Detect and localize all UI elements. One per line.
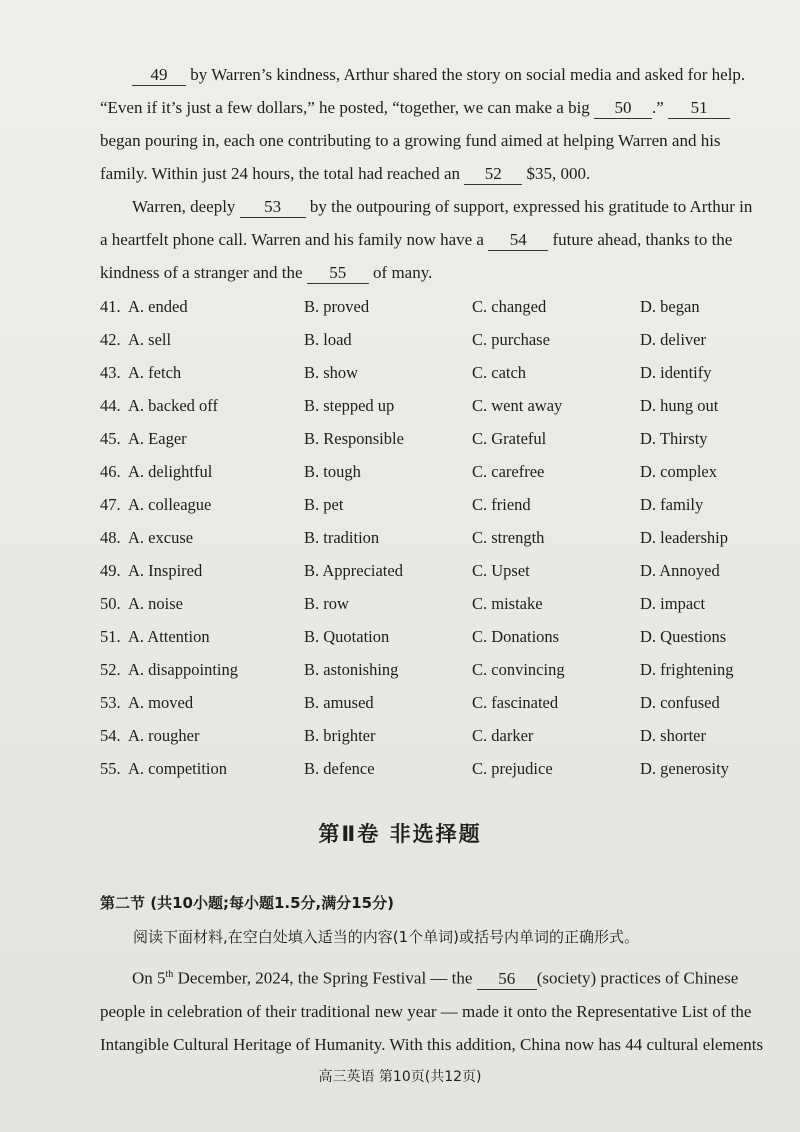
option-c: C. darker (472, 726, 534, 745)
option-d: D. leadership (640, 528, 728, 547)
option-d: D. Thirsty (640, 429, 708, 448)
option-a: A. Inspired (128, 561, 203, 580)
option-d: D. Annoyed (640, 561, 720, 580)
option-d: D. confused (640, 693, 720, 712)
option-b: B. tough (304, 462, 361, 481)
option-b: B. Responsible (304, 429, 404, 448)
option-c: C. convincing (472, 660, 565, 679)
instruction-text: 阅读下面材料,在空白处填入适当的内容(1个单词)或括号内单词的正确形式。 (133, 928, 640, 946)
blank-56: 56 (477, 969, 537, 990)
option-d: D. Questions (640, 627, 727, 646)
passage-paragraph-1: 49 by Warren’s kindness, Arthur shared the story on social media and asked for help. “Even if it’s just a few dollars,” he posted, “together, we can make a big 50 .” 51 began pouring in, each one contributing to a growing fund aimed at helping Warren and his family. Within just 24 hours, the total had reached an 52 $35, 000. (100, 65, 746, 183)
option-b: B. amused (304, 693, 374, 712)
option-b: B. stepped up (304, 396, 395, 415)
option-b: B. proved (304, 297, 370, 316)
option-d: D. generosity (640, 759, 729, 778)
option-d: D. family (640, 495, 704, 514)
option-c: C. went away (472, 396, 563, 415)
option-a: A. sell (128, 330, 172, 349)
option-d: D. deliver (640, 330, 706, 349)
option-b: B. Appreciated (304, 561, 403, 580)
option-row: 48. A. excuse B. tradition C. strength D. leadership (100, 528, 728, 547)
blank-52: 52 (464, 164, 522, 185)
section-title: 第Ⅱ卷 非选择题 (318, 822, 482, 846)
option-d: D. complex (640, 462, 717, 481)
section-heading: 第二节 (共10小题;每小题1.5分,满分15分) (100, 894, 394, 912)
option-d: D. shorter (640, 726, 706, 745)
option-row: 54. A. rougher B. brighter C. darker D. shorter (100, 726, 706, 745)
option-d: D. hung out (640, 396, 719, 415)
option-row: 55. A. competition B. defence C. prejudice D. generosity (100, 759, 729, 778)
option-d: D. impact (640, 594, 706, 613)
blank-51: 51 (668, 98, 730, 119)
options-list (100, 291, 780, 786)
option-row: 52. A. disappointing B. astonishing C. convincing D. frightening (100, 660, 734, 679)
option-c: C. catch (472, 363, 527, 382)
page-footer: 高三英语 第10页(共12页) (318, 1069, 482, 1085)
option-a: A. Attention (128, 627, 210, 646)
option-b: B. pet (304, 495, 344, 514)
option-c: C. purchase (472, 330, 550, 349)
option-d: D. frightening (640, 660, 734, 679)
option-row: 44. A. backed off B. stepped up C. went away D. hung out (100, 396, 719, 415)
option-a: A. noise (128, 594, 183, 613)
option-c: C. strength (472, 528, 545, 547)
option-a: A. delightful (128, 462, 213, 481)
option-b: B. load (304, 330, 352, 349)
option-a: A. ended (128, 297, 188, 316)
option-c: C. changed (472, 297, 547, 316)
blank-49: 49 (132, 65, 186, 86)
option-b: B. brighter (304, 726, 376, 745)
option-row: 46. A. delightful B. tough C. carefree D. complex (100, 462, 717, 481)
option-row: 45. A. Eager B. Responsible C. Grateful D. Thirsty (100, 429, 708, 448)
option-b: B. show (304, 363, 359, 382)
option-c: C. Donations (472, 627, 560, 646)
option-b: B. astonishing (304, 660, 399, 679)
option-c: C. Grateful (472, 429, 547, 448)
option-c: C. carefree (472, 462, 545, 481)
option-b: B. defence (304, 759, 375, 778)
option-row: 41. A. ended B. proved C. changed D. began (100, 297, 700, 316)
option-d: D. identify (640, 363, 712, 382)
option-c: C. friend (472, 495, 531, 514)
option-c: C. fascinated (472, 693, 559, 712)
passage-paragraph-3: On 5th December, 2024, the Spring Festival — the 56 (society) practices of Chinese people in celebration of their traditional new year — made it onto the Representative List of the Intangible Cultural Heritage of Humanity. With this addition, China now has 44 cultural elements (100, 968, 764, 1054)
option-row: 53. A. moved B. amused C. fascinated D. confused (100, 693, 720, 712)
option-c: C. prejudice (472, 759, 553, 778)
passage-paragraph-2: Warren, deeply 53 by the outpouring of support, expressed his gratitude to Arthur in a heartfelt phone call. Warren and his family now have a 54 future ahead, thanks to the kindness of a stranger and the 55 of many. (100, 197, 753, 282)
option-b: B. tradition (304, 528, 380, 547)
option-b: B. Quotation (304, 627, 390, 646)
option-row: 49. A. Inspired B. Appreciated C. Upset D. Annoyed (100, 561, 720, 580)
option-a: A. excuse (128, 528, 194, 547)
option-a: A. competition (128, 759, 227, 778)
option-b: B. row (304, 594, 349, 613)
option-row: 51. A. Attention B. Quotation C. Donations D. Questions (100, 627, 727, 646)
option-d: D. began (640, 297, 700, 316)
option-a: A. colleague (128, 495, 212, 514)
option-row: 47. A. colleague B. pet C. friend D. family (100, 495, 704, 514)
option-a: A. disappointing (128, 660, 238, 679)
option-c: C. Upset (472, 561, 530, 580)
option-c: C. mistake (472, 594, 543, 613)
blank-54: 54 (488, 230, 548, 251)
blank-55: 55 (307, 263, 369, 284)
option-row: 42. A. sell B. load C. purchase D. deliver (100, 330, 706, 349)
option-a: A. rougher (128, 726, 200, 745)
option-a: A. fetch (128, 363, 182, 382)
option-row: 50. A. noise B. row C. mistake D. impact (100, 594, 706, 613)
option-row: 43. A. fetch B. show C. catch D. identify (100, 363, 712, 382)
option-a: A. moved (128, 693, 194, 712)
blank-50: 50 (594, 98, 652, 119)
option-a: A. Eager (128, 429, 187, 448)
option-a: A. backed off (128, 396, 218, 415)
blank-53: 53 (240, 197, 306, 218)
